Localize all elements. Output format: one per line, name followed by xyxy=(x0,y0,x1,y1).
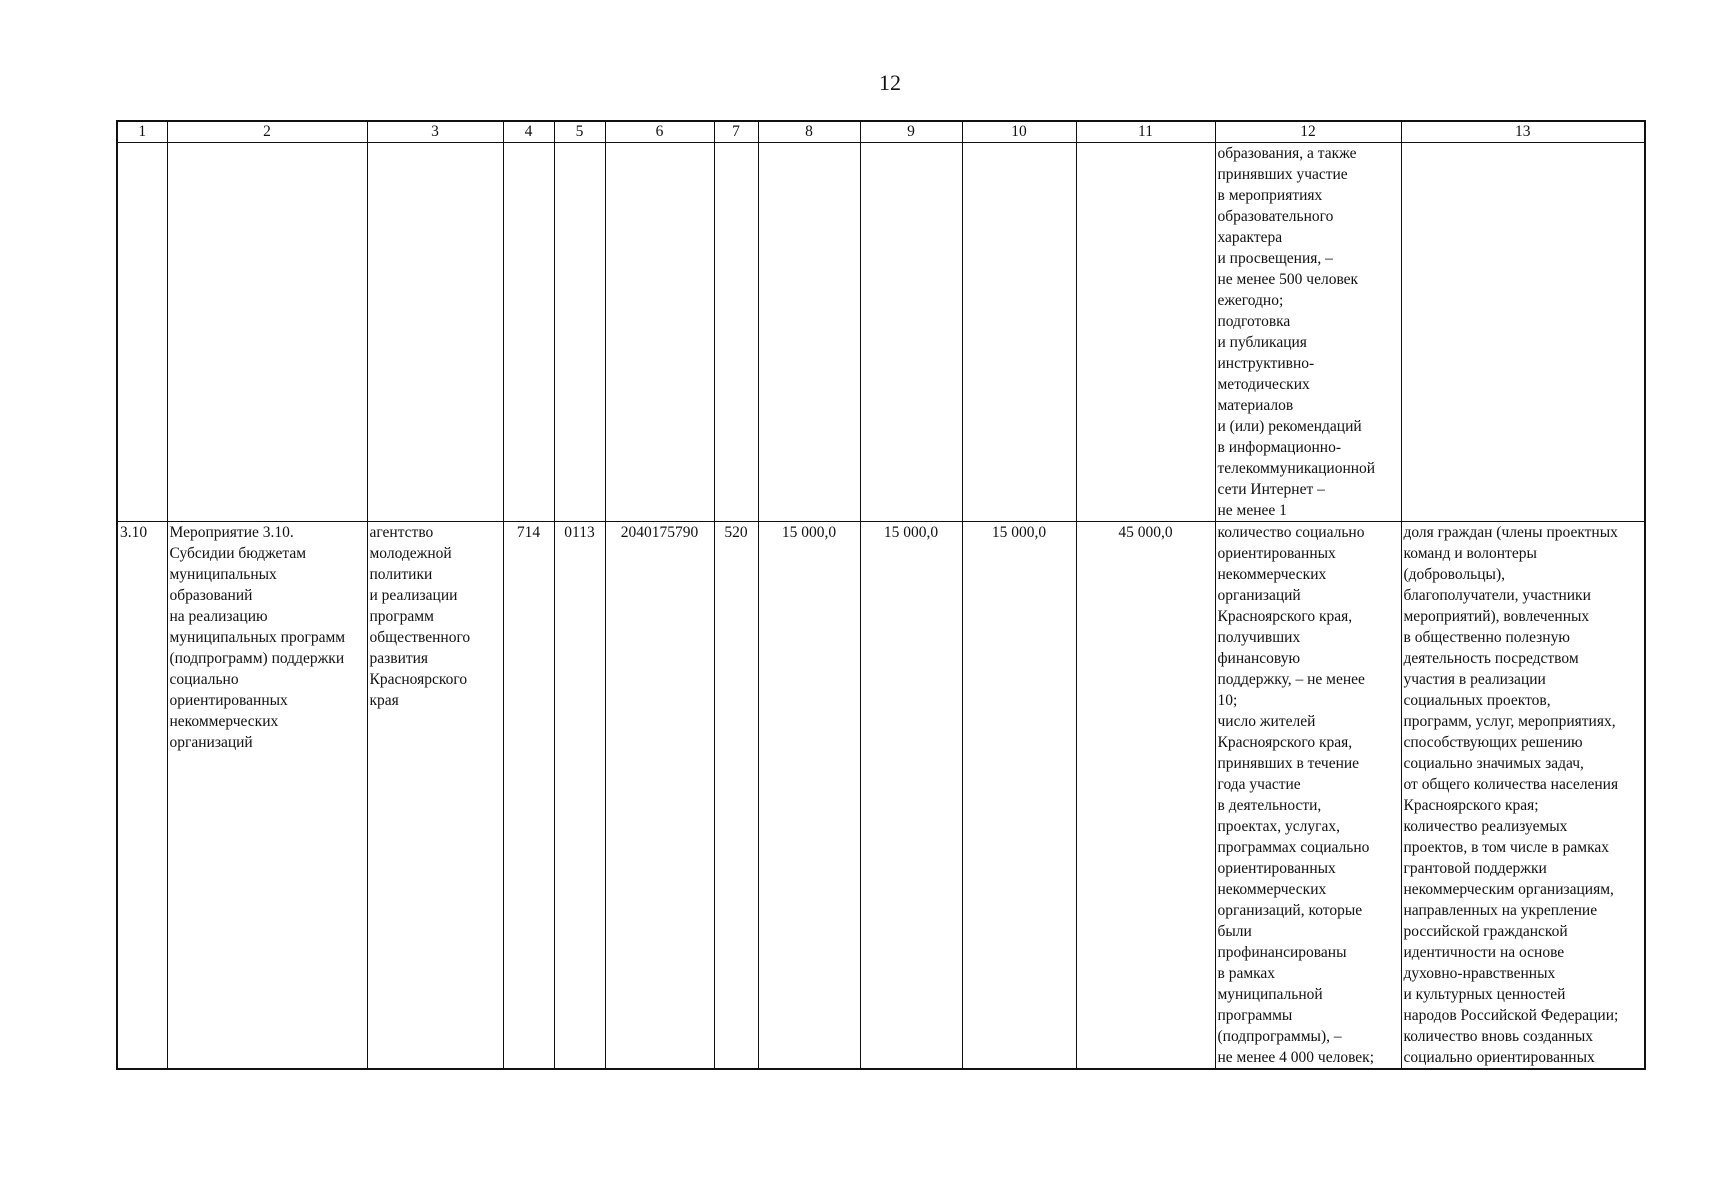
col-number-10: 10 xyxy=(962,121,1076,143)
amount-year-3-cell: 15 000,0 xyxy=(962,522,1076,1070)
code-grbs-cell: 714 xyxy=(503,522,554,1070)
column-number-row xyxy=(117,121,1645,143)
col-number-1: 1 xyxy=(117,121,167,143)
col-number-2: 2 xyxy=(167,121,367,143)
amount-total-cell: 45 000,0 xyxy=(1076,522,1215,1070)
code-expense-type-cell: 520 xyxy=(714,522,758,1070)
code-target-article-cell: 2040175790 xyxy=(605,522,714,1070)
measures-table xyxy=(116,120,1646,1070)
result-indicators-cell: количество социально ориентированных некоммерческих организаций Красноярского края, получивших финансовую поддержку, – не менее 10; число жителей Красноярского края, принявших в течение года участие в деятельности, проектах, услугах, программах социально ориентированных некоммерческих организаций, которые были профинансированы в рамках муниципальной программы (подпрограммы), – не менее 4 000 человек; xyxy=(1215,522,1401,1070)
col-number-4: 4 xyxy=(503,121,554,143)
cell-empty xyxy=(503,143,554,522)
col-number-12: 12 xyxy=(1215,121,1401,143)
col-number-9: 9 xyxy=(860,121,962,143)
col-number-3: 3 xyxy=(367,121,503,143)
cell-empty xyxy=(367,143,503,522)
measure-name-cell: Мероприятие 3.10. Субсидии бюджетам муниципальных образований на реализацию муниципальных программ (подпрограмм) поддержки социально ориентированных некоммерческих организаций xyxy=(167,522,367,1070)
col-number-7: 7 xyxy=(714,121,758,143)
cell-empty xyxy=(1401,143,1645,522)
table-row-3-10 xyxy=(117,522,1645,1070)
cell-empty xyxy=(714,143,758,522)
col-number-6: 6 xyxy=(605,121,714,143)
result-indicators-cell: образования, а также принявших участие в мероприятиях образовательного характера и просвещения, – не менее 500 человек ежегодно; подготовка и публикация инструктивно- методических материалов и (или) рекомендаций в информационно- телекоммуникационной сети Интернет – не менее 1 xyxy=(1215,143,1401,522)
cell-empty xyxy=(605,143,714,522)
col-number-13: 13 xyxy=(1401,121,1645,143)
cell-empty xyxy=(860,143,962,522)
cell-empty xyxy=(167,143,367,522)
col-number-11: 11 xyxy=(1076,121,1215,143)
target-indicators-cell: доля граждан (члены проектных команд и волонтеры (добровольцы), благополучатели, участники мероприятий), вовлеченных в общественно полезную деятельность посредством участия в реализации социальных проектов, программ, услуг, мероприятиях, способствующих решению социально значимых задач, от общего количества населения Красноярского края; количество реализуемых проектов, в том числе в рамках грантовой поддержки некоммерческим организациям, направленных на укрепление российской гражданской идентичности на основе духовно-нравственных и культурных ценностей народов Российской Федерации; количество вновь созданных социально ориентированных xyxy=(1401,522,1645,1070)
cell-empty xyxy=(117,143,167,522)
col-number-8: 8 xyxy=(758,121,860,143)
cell-empty xyxy=(554,143,605,522)
cell-empty xyxy=(962,143,1076,522)
item-number-cell: 3.10 xyxy=(117,522,167,1070)
amount-year-2-cell: 15 000,0 xyxy=(860,522,962,1070)
code-section-cell: 0113 xyxy=(554,522,605,1070)
cell-empty xyxy=(758,143,860,522)
page-number: 12 xyxy=(879,70,901,95)
responsible-body-cell: агентство молодежной политики и реализации программ общественного развития Красноярского края xyxy=(367,522,503,1070)
amount-year-1-cell: 15 000,0 xyxy=(758,522,860,1070)
table-row-continuation xyxy=(117,143,1645,522)
cell-empty xyxy=(1076,143,1215,522)
col-number-5: 5 xyxy=(554,121,605,143)
